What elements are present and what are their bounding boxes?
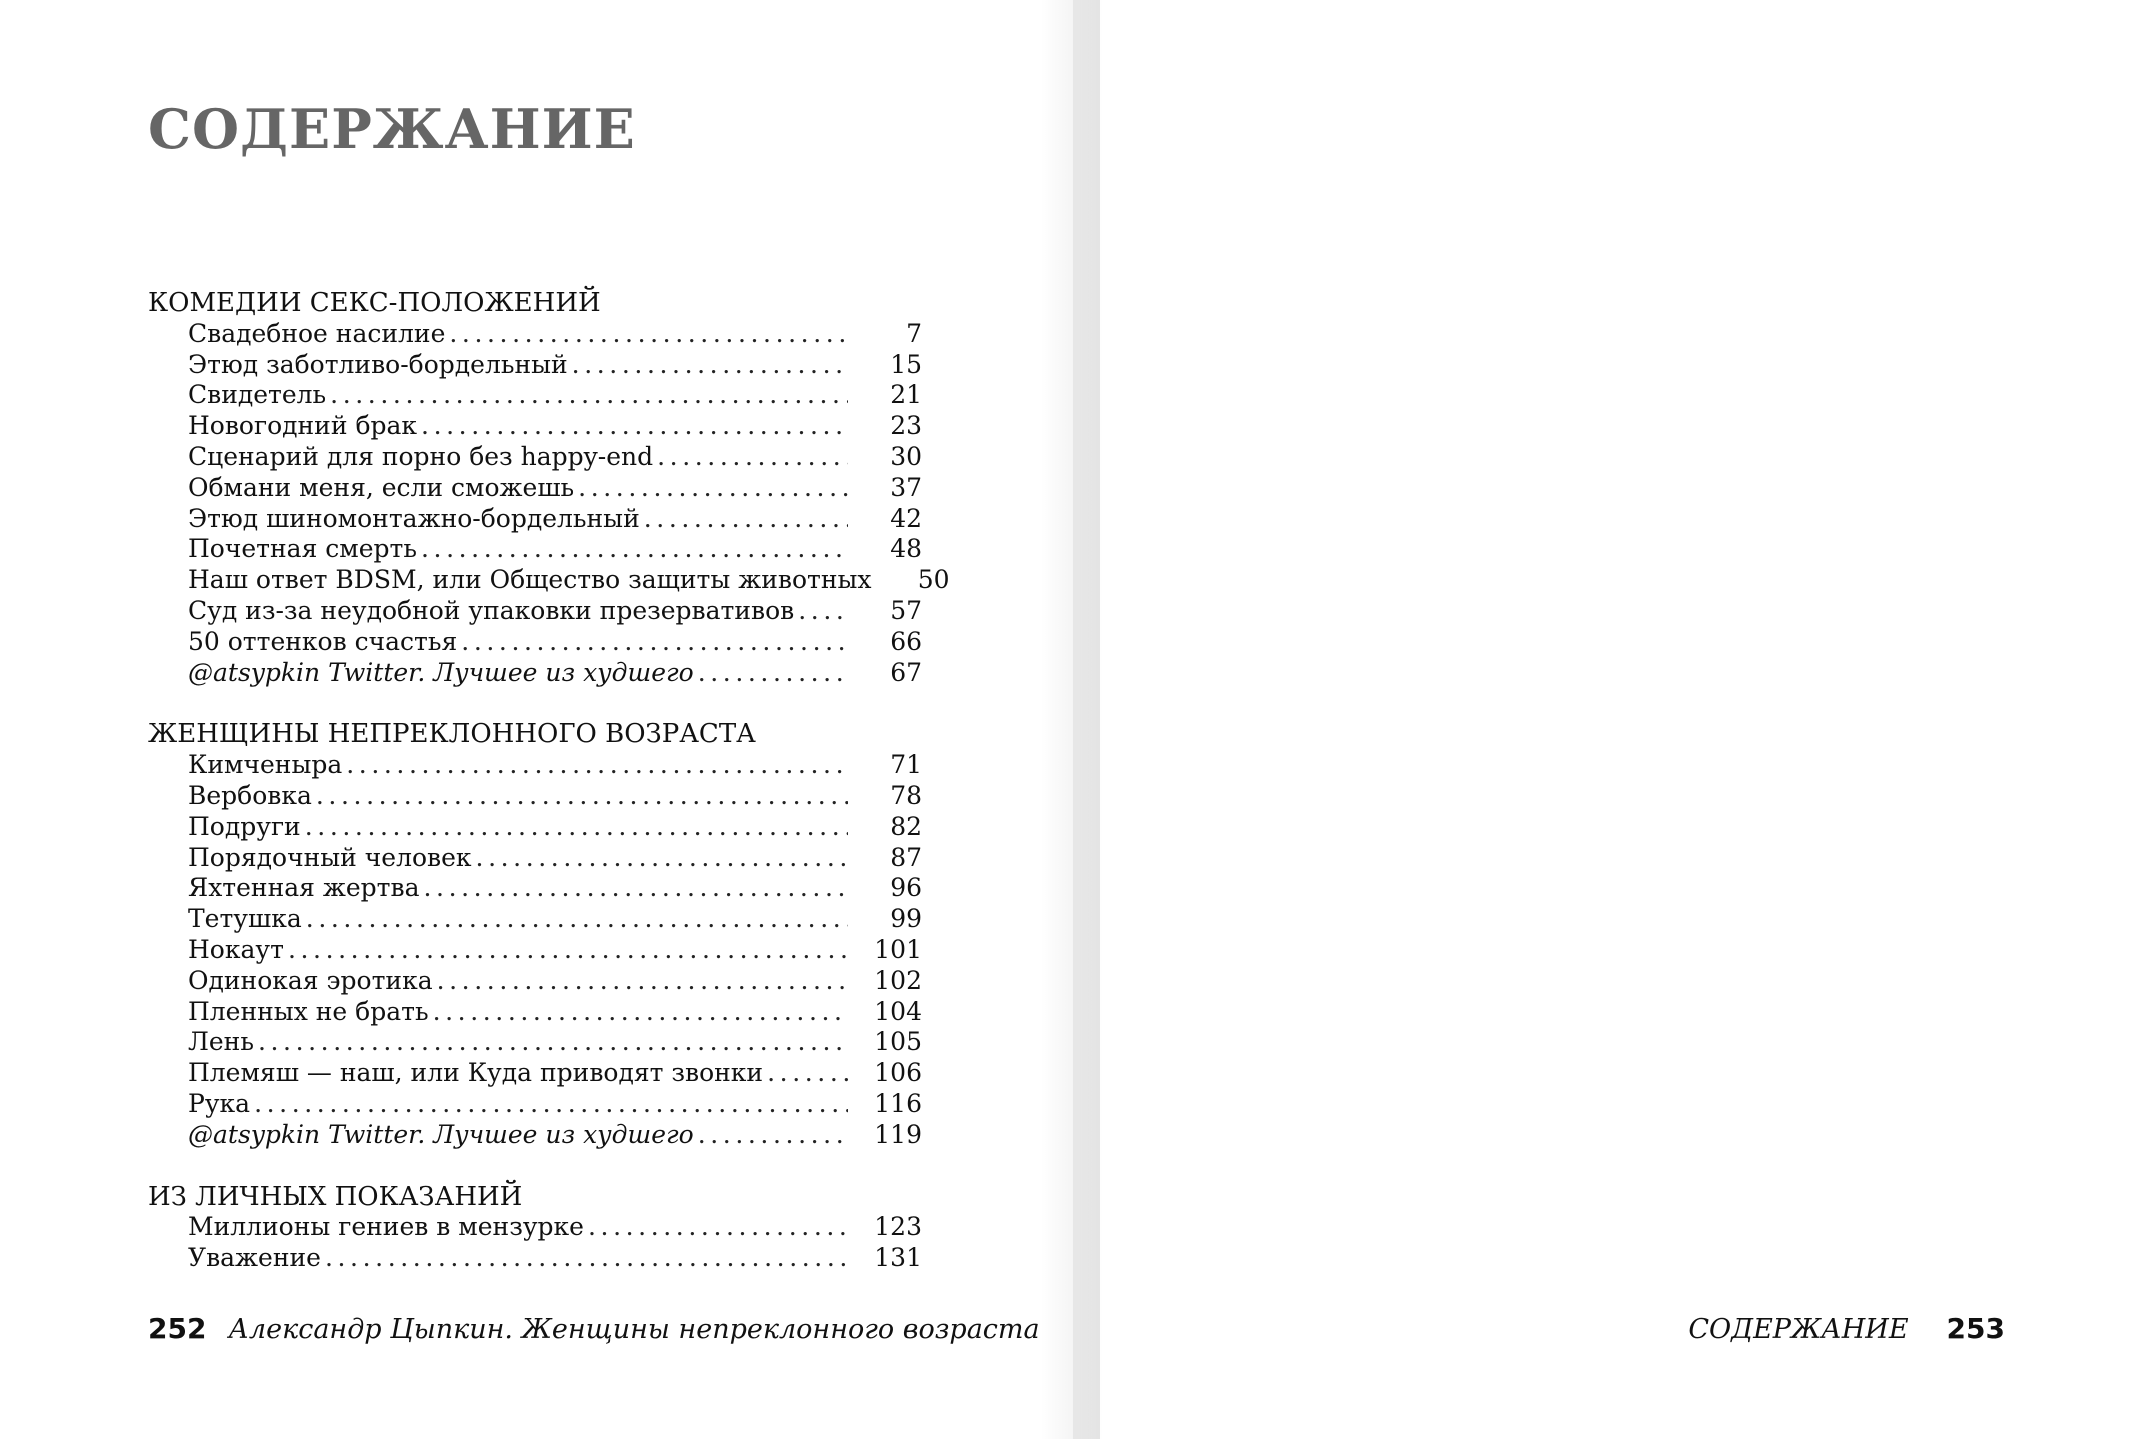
- toc-entry[interactable]: [188, 658, 922, 689]
- toc-entry-list: [188, 750, 922, 1150]
- entry-page-number: 78: [890, 780, 922, 810]
- entry-page-number: 99: [890, 904, 922, 934]
- entry-title: Кимченыра: [188, 750, 343, 780]
- entry-title: Свадебное насилие: [188, 318, 446, 348]
- right-page: [1073, 0, 2143, 1439]
- entry-page-number: 57: [890, 595, 922, 625]
- entry-page-number: 48: [890, 534, 922, 564]
- entry-page-number: 131: [874, 1243, 922, 1273]
- page-number: 253: [1946, 1312, 2005, 1345]
- toc-entry[interactable]: [188, 1027, 922, 1058]
- toc-entry[interactable]: [188, 843, 922, 874]
- toc-entry[interactable]: [188, 473, 922, 504]
- toc-entry[interactable]: [188, 935, 922, 966]
- toc-entry[interactable]: [188, 873, 922, 904]
- toc-entry[interactable]: [188, 596, 922, 627]
- dot-leader: [421, 534, 848, 565]
- running-title: Александр Цыпкин. Женщины непреклонного возраста: [228, 1314, 1040, 1345]
- toc-entry[interactable]: [188, 504, 922, 535]
- dot-leader: [572, 350, 848, 381]
- dot-leader: [306, 904, 848, 935]
- dot-leader: [346, 750, 848, 781]
- entry-title: Пленных не брать: [188, 996, 429, 1026]
- dot-leader: [578, 473, 848, 504]
- entry-title: Сценарий для порно без happy-end: [188, 441, 654, 471]
- entry-title: Миллионы гениев в мензурке: [188, 1212, 584, 1242]
- entry-page-number: 104: [874, 996, 922, 1026]
- section-heading: ЖЕНЩИНЫ НЕПРЕКЛОННОГО ВОЗРАСТА: [148, 719, 756, 750]
- left-toc: [148, 288, 950, 1274]
- entry-page-number: 30: [890, 441, 922, 471]
- page-title: СОДЕРЖАНИЕ: [148, 97, 636, 161]
- entry-page-number: 71: [890, 750, 922, 780]
- section-heading: КОМЕДИИ СЕКС-ПОЛОЖЕНИЙ: [148, 288, 601, 318]
- toc-entry-list: [188, 318, 950, 689]
- entry-page-number: 96: [890, 873, 922, 903]
- dot-leader: [316, 781, 848, 812]
- entry-page-number: 87: [890, 842, 922, 872]
- entry-page-number: 105: [874, 1027, 922, 1057]
- entry-title: Рука: [188, 1088, 251, 1118]
- entry-title: Свидетель: [188, 380, 327, 410]
- entry-page-number: 37: [890, 472, 922, 502]
- entry-page-number: 101: [874, 934, 922, 964]
- entry-title: Нокаут: [188, 934, 284, 964]
- entry-page-number: 102: [874, 965, 922, 995]
- entry-page-number: 23: [890, 411, 922, 441]
- dot-leader: [325, 1243, 848, 1274]
- toc-entry[interactable]: [188, 966, 922, 997]
- toc-entry[interactable]: [188, 1243, 922, 1274]
- entry-title: Новогодний брак: [188, 411, 418, 441]
- entry-title: Подруги: [188, 811, 301, 841]
- entry-title: Этюд шиномонтажно-бордельный: [188, 503, 640, 533]
- dot-leader: [588, 1212, 848, 1243]
- running-title: СОДЕРЖАНИЕ: [1688, 1314, 1909, 1345]
- dot-leader: [258, 1027, 848, 1058]
- entry-page-number: 67: [890, 657, 922, 687]
- toc-entry[interactable]: [188, 1212, 922, 1243]
- dot-leader: [433, 997, 848, 1028]
- entry-title: Обмани меня, если сможешь: [188, 472, 575, 502]
- toc-entry[interactable]: [188, 380, 922, 411]
- toc-entry[interactable]: [188, 565, 950, 596]
- entry-page-number: 116: [874, 1088, 922, 1118]
- entry-title: Уважение: [188, 1243, 321, 1273]
- section-heading: ИЗ ЛИЧНЫХ ПОКАЗАНИЙ: [148, 1181, 523, 1212]
- toc-entry[interactable]: [188, 781, 922, 812]
- entry-page-number: 119: [874, 1119, 922, 1149]
- toc-entry[interactable]: [188, 1089, 922, 1120]
- toc-entry[interactable]: [188, 442, 922, 473]
- dot-leader: [305, 812, 848, 843]
- entry-page-number: 21: [890, 380, 922, 410]
- entry-title: Суд из-за неудобной упаковки презервативов: [188, 595, 795, 625]
- entry-title: @atsypkin Twitter. Лучшее из худшего: [188, 1119, 694, 1149]
- dot-leader: [698, 1120, 848, 1151]
- toc-entry[interactable]: [188, 350, 922, 381]
- dot-leader: [657, 442, 848, 473]
- dot-leader: [698, 658, 848, 689]
- entry-title: Вербовка: [188, 780, 312, 810]
- entry-page-number: 66: [890, 626, 922, 656]
- dot-leader: [476, 843, 848, 874]
- section-spacer: [148, 1151, 922, 1182]
- entry-page-number: 82: [890, 811, 922, 841]
- dot-leader: [449, 319, 848, 350]
- entry-title: Наш ответ BDSM, или Общество защиты животных: [188, 565, 872, 595]
- dot-leader: [767, 1058, 848, 1089]
- dot-leader: [288, 935, 848, 966]
- dot-leader: [437, 966, 848, 997]
- entry-title: Одинокая эротика: [188, 965, 433, 995]
- dot-leader: [421, 411, 848, 442]
- toc-entry[interactable]: [188, 997, 922, 1028]
- right-footer: [1688, 1312, 2005, 1345]
- dot-leader: [254, 1089, 848, 1120]
- entry-page-number: 50: [917, 565, 950, 595]
- left-footer: [148, 1312, 1040, 1345]
- page-number: 252: [148, 1312, 207, 1345]
- dot-leader: [423, 873, 848, 904]
- entry-title: Лень: [188, 1027, 254, 1057]
- entry-page-number: 7: [906, 318, 922, 348]
- entry-page-number: 123: [874, 1212, 922, 1242]
- dot-leader: [644, 504, 848, 535]
- entry-title: Порядочный человек: [188, 842, 472, 872]
- toc-entry-list: [188, 1212, 922, 1274]
- entry-page-number: 15: [890, 349, 922, 379]
- toc-entry[interactable]: [188, 534, 922, 565]
- toc-entry[interactable]: [188, 627, 922, 658]
- toc-entry[interactable]: [188, 750, 922, 781]
- entry-title: Яхтенная жертва: [188, 873, 420, 903]
- dot-leader: [798, 596, 848, 627]
- section-spacer: [148, 688, 922, 719]
- entry-title: @atsypkin Twitter. Лучшее из худшего: [188, 657, 694, 687]
- toc-entry[interactable]: [188, 319, 922, 350]
- toc-entry[interactable]: [188, 812, 922, 843]
- entry-page-number: 106: [874, 1058, 922, 1088]
- entry-title: 50 оттенков счастья: [188, 626, 458, 656]
- toc-entry[interactable]: [188, 411, 922, 442]
- dot-leader: [330, 380, 848, 411]
- entry-page-number: 42: [890, 503, 922, 533]
- entry-title: Почетная смерть: [188, 534, 417, 564]
- toc-entry[interactable]: [188, 904, 922, 935]
- entry-title: Племяш — наш, или Куда приводят звонки: [188, 1058, 764, 1088]
- toc-entry[interactable]: [188, 1058, 922, 1089]
- entry-title: Тетушка: [188, 904, 302, 934]
- toc-entry[interactable]: [188, 1120, 922, 1151]
- dot-leader: [461, 627, 848, 658]
- entry-title: Этюд заботливо-бордельный: [188, 349, 568, 379]
